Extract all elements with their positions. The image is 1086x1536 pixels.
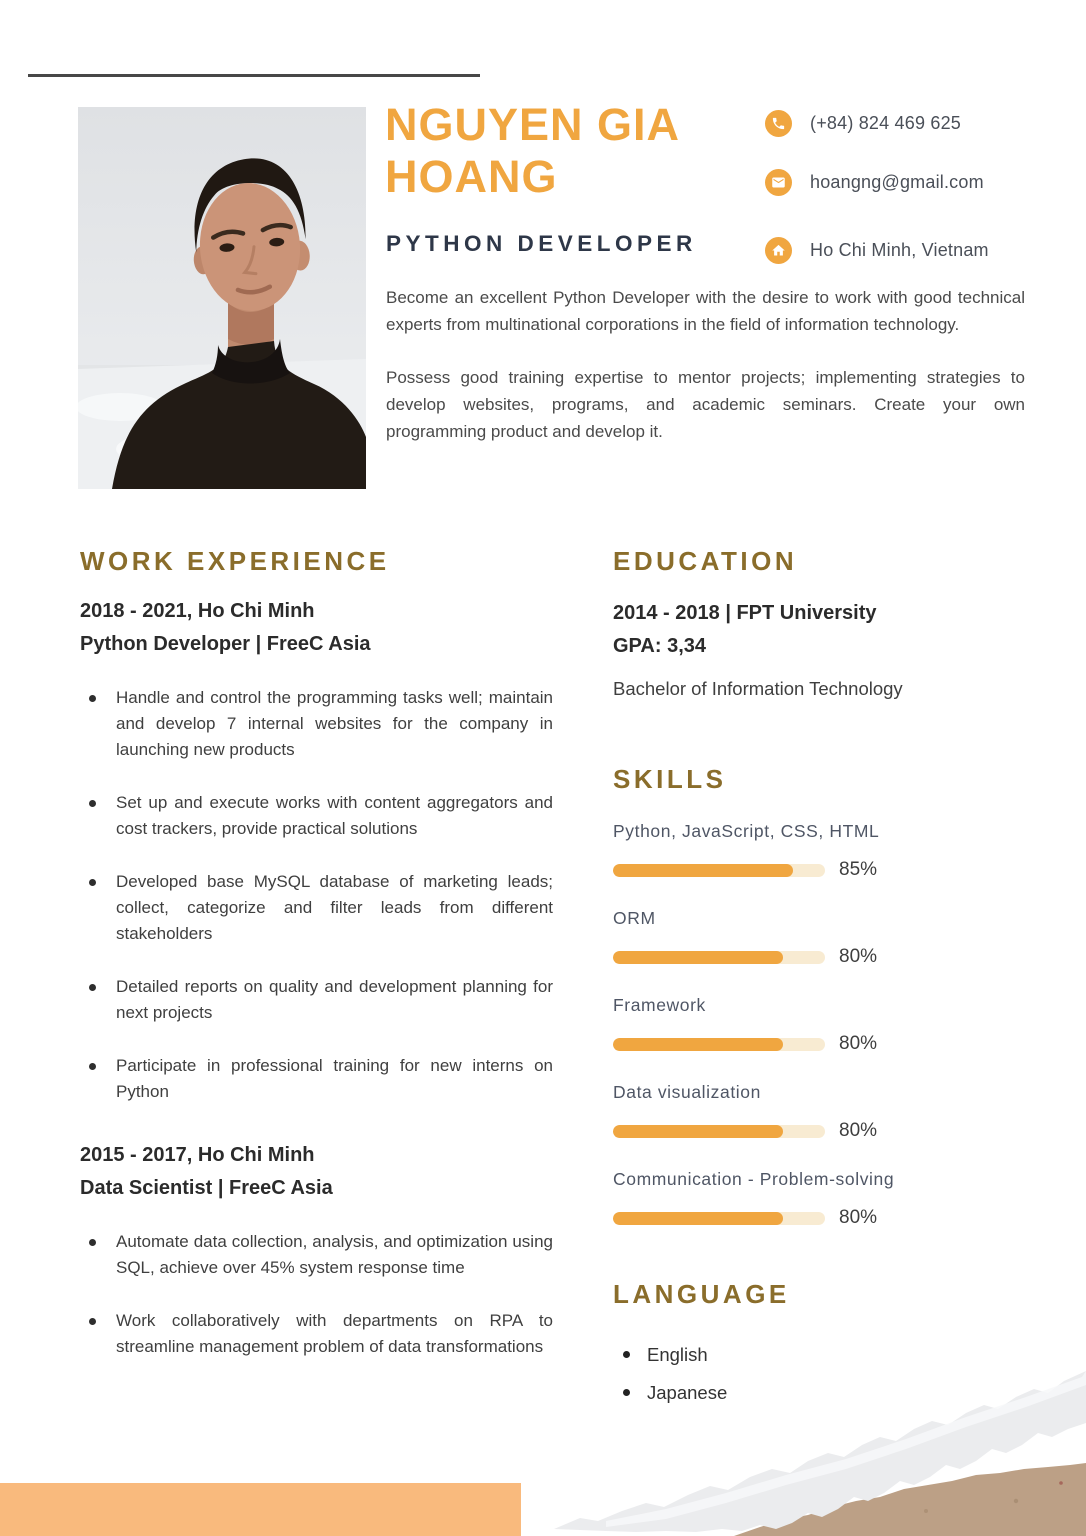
profile-summary: [386, 284, 1025, 445]
skill-label: Framework: [613, 995, 706, 1015]
work-experience-heading: WORK EXPERIENCE: [80, 546, 390, 576]
summary-paragraph-1: Become an excellent Python Developer with the desire to work with good technical experts from multinational corporations in the field of information technology.: [386, 288, 1025, 334]
skill-bar-row: [613, 1207, 1053, 1229]
skill-item: [613, 1082, 1053, 1142]
skill-progress-track: [613, 1125, 825, 1138]
skill-percent-label: 80%: [839, 946, 878, 967]
right-column: [613, 546, 1053, 1416]
job-bullet: Work collaboratively with departments on RPA to streamline management problem of data transformations: [80, 1308, 553, 1360]
job-bullet: Detailed reports on quality and development planning for next projects: [80, 974, 553, 1026]
skill-progress-track: [613, 1038, 825, 1051]
skills-heading: SKILLS: [613, 764, 727, 794]
job-header: [80, 1139, 553, 1205]
home-icon: [765, 237, 792, 264]
skill-bar-row: [613, 946, 1053, 968]
job-role-company: Data Scientist | FreeC Asia: [80, 1177, 333, 1199]
education-heading: EDUCATION: [613, 546, 798, 576]
skill-label: ORM: [613, 908, 656, 928]
skill-bar-row: [613, 859, 1053, 881]
skill-label: Python, JavaScript, CSS, HTML: [613, 821, 880, 841]
skill-progress-fill: [613, 1125, 783, 1138]
phone-number: (+84) 824 469 625: [810, 113, 962, 133]
skill-percent-label: 80%: [839, 1120, 878, 1141]
job-entry: [80, 595, 553, 1105]
skill-label: Data visualization: [613, 1082, 761, 1102]
skill-percent-label: 80%: [839, 1207, 878, 1228]
contact-location: [765, 237, 989, 264]
skill-item: [613, 908, 1053, 968]
skill-label: Communication - Problem-solving: [613, 1169, 895, 1189]
job-entry: [80, 1139, 553, 1360]
skill-progress-track: [613, 864, 825, 877]
job-header: [80, 595, 553, 661]
language-item: Japanese: [613, 1378, 1053, 1407]
person-name: NGUYEN GIA HOANG: [385, 99, 679, 202]
education-gpa: GPA: 3,34: [613, 635, 706, 657]
skill-item: [613, 995, 1053, 1055]
contact-email: [765, 169, 984, 196]
education-period-school: 2014 - 2018 | FPT University: [613, 602, 877, 624]
language-item: English: [613, 1340, 1053, 1369]
job-bullet-list: [80, 685, 553, 1105]
skill-item: [613, 821, 1053, 881]
skill-item: [613, 1169, 1053, 1229]
work-experience-section: [80, 546, 553, 1387]
skill-percent-label: 85%: [839, 859, 878, 880]
skill-progress-fill: [613, 1212, 783, 1225]
job-bullet: Participate in professional training for new interns on Python: [80, 1053, 553, 1105]
email-icon: [765, 169, 792, 196]
skills-list: [613, 821, 1053, 1229]
skill-bar-row: [613, 1120, 1053, 1142]
language-heading: LANGUAGE: [613, 1279, 790, 1309]
profile-photo: [78, 107, 366, 489]
skill-progress-track: [613, 1212, 825, 1225]
location-text: Ho Chi Minh, Vietnam: [810, 240, 989, 260]
job-period-location: 2018 - 2021, Ho Chi Minh: [80, 600, 315, 622]
job-bullet: Handle and control the programming tasks well; maintain and develop 7 internal websites for the company in launching new products: [80, 685, 553, 763]
summary-paragraph-2: Possess good training expertise to mentor projects; implementing strategies to develop websites, programs, and academic seminars. Create your own programming product and develop it.: [386, 368, 1025, 441]
skill-progress-fill: [613, 951, 783, 964]
bottom-orange-rectangle: [0, 1483, 521, 1536]
skill-progress-fill: [613, 864, 793, 877]
person-job-title: PYTHON DEVELOPER: [386, 231, 697, 256]
skill-percent-label: 80%: [839, 1033, 878, 1054]
skill-bar-row: [613, 1033, 1053, 1055]
job-bullet: Automate data collection, analysis, and optimization using SQL, achieve over 45% system response time: [80, 1229, 553, 1281]
phone-icon: [765, 110, 792, 137]
job-bullet: Set up and execute works with content aggregators and cost trackers, provide practical solutions: [80, 790, 553, 842]
torn-paper-decoration: [546, 1371, 1086, 1536]
contact-phone: [765, 110, 961, 137]
job-period-location: 2015 - 2017, Ho Chi Minh: [80, 1144, 315, 1166]
education-degree: Bachelor of Information Technology: [613, 678, 903, 699]
job-bullet-list: [80, 1229, 553, 1360]
email-address: hoangng@gmail.com: [810, 172, 984, 192]
skill-progress-track: [613, 951, 825, 964]
job-bullet: Developed base MySQL database of marketing leads; collect, categorize and filter leads from different stakeholders: [80, 869, 553, 947]
top-divider-line: [28, 74, 480, 77]
job-role-company: Python Developer | FreeC Asia: [80, 633, 371, 655]
job-list: [80, 595, 553, 1360]
education-details: [613, 597, 1053, 663]
skill-progress-fill: [613, 1038, 783, 1051]
